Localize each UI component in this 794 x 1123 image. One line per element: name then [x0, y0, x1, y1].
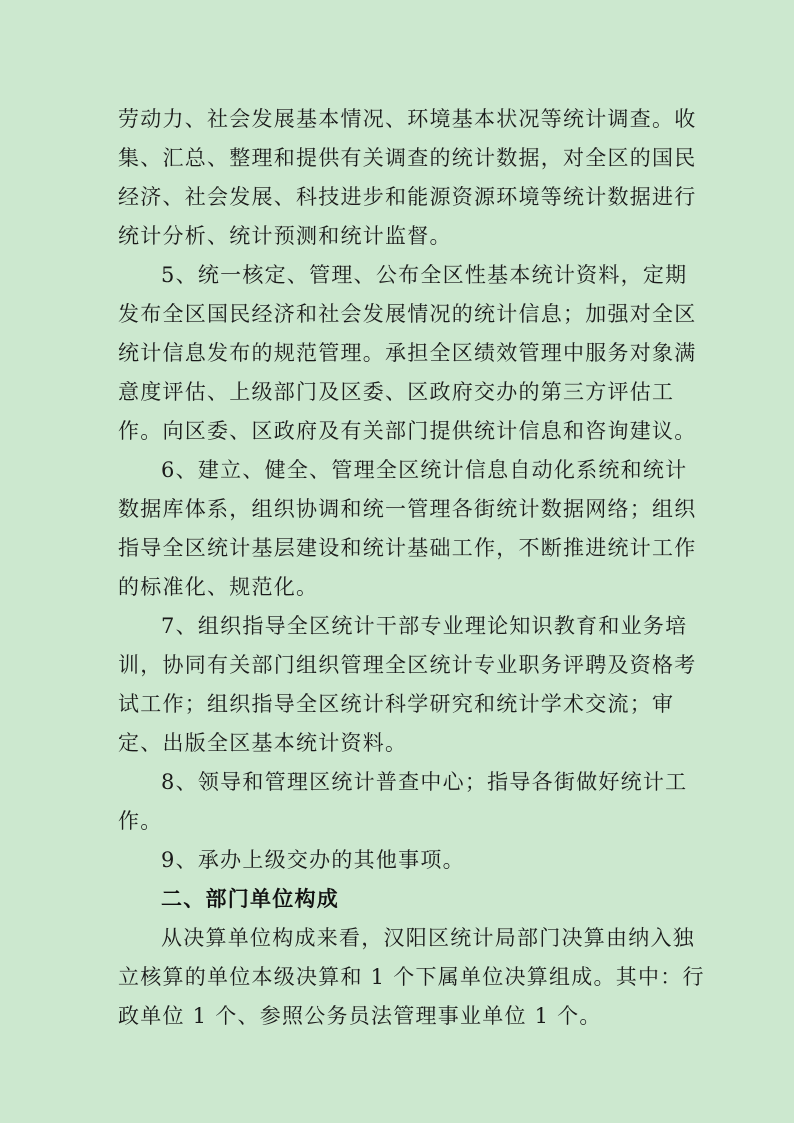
paragraph-duties-8	[118, 763, 688, 841]
text-line: 训，协同有关部门组织管理全区统计专业职务评聘及资格考	[118, 653, 697, 677]
text-line: 数据库体系，组织协调和统一管理各街统计数据网络；组织	[118, 497, 697, 521]
text-line: 立核算的单位本级决算和 1 个下属单位决算组成。其中：行	[118, 965, 705, 989]
text-line: 9、承办上级交办的其他事项。	[161, 848, 465, 872]
text-line: 从决算单位构成来看，汉阳区统计局部门决算由纳入独	[161, 926, 695, 950]
text-line: 6、建立、健全、管理全区统计信息自动化系统和统计	[161, 458, 688, 482]
text-line: 发布全区国民经济和社会发展情况的统计信息；加强对全区	[118, 302, 697, 326]
text-line: 的标准化、规范化。	[118, 575, 319, 599]
text-line: 作。	[118, 809, 163, 833]
text-line: 7、组织指导全区统计干部专业理论知识教育和业务培	[161, 614, 688, 638]
text-line: 经济、社会发展、科技进步和能源资源环境等统计数据进行	[118, 185, 697, 209]
text-line: 作。向区委、区政府及有关部门提供统计信息和咨询建议。	[118, 419, 697, 443]
paragraph-duties-6	[118, 451, 697, 607]
section-heading: 二、部门单位构成	[161, 887, 339, 911]
text-line: 集、汇总、整理和提供有关调查的统计数据，对全区的国民	[118, 146, 697, 170]
paragraph-duties-7	[118, 607, 697, 763]
text-line: 统计信息发布的规范管理。承担全区绩效管理中服务对象满	[118, 341, 697, 365]
paragraph-duties-4-continued	[118, 100, 697, 256]
text-line: 政单位 1 个、参照公务员法管理事业单位 1 个。	[118, 1004, 602, 1028]
paragraph-duties-9	[118, 841, 673, 880]
text-line: 8、领导和管理区统计普查中心；指导各街做好统计工	[161, 770, 688, 794]
text-line: 劳动力、社会发展基本情况、环境基本状况等统计调查。收	[118, 107, 697, 131]
paragraph-duties-5	[118, 256, 697, 451]
text-line: 意度评估、上级部门及区委、区政府交办的第三方评估工	[118, 380, 675, 404]
text-line: 指导全区统计基层建设和统计基础工作，不断推进统计工作	[118, 536, 697, 560]
text-line: 5、统一核定、管理、公布全区性基本统计资料，定期	[161, 263, 688, 287]
paragraph-unit-composition	[118, 919, 705, 1036]
document-page	[118, 100, 705, 1036]
text-line: 定、出版全区基本统计资料。	[118, 731, 408, 755]
text-line: 试工作；组织指导全区统计科学研究和统计学术交流；审	[118, 692, 675, 716]
text-line: 统计分析、统计预测和统计监督。	[118, 224, 452, 248]
